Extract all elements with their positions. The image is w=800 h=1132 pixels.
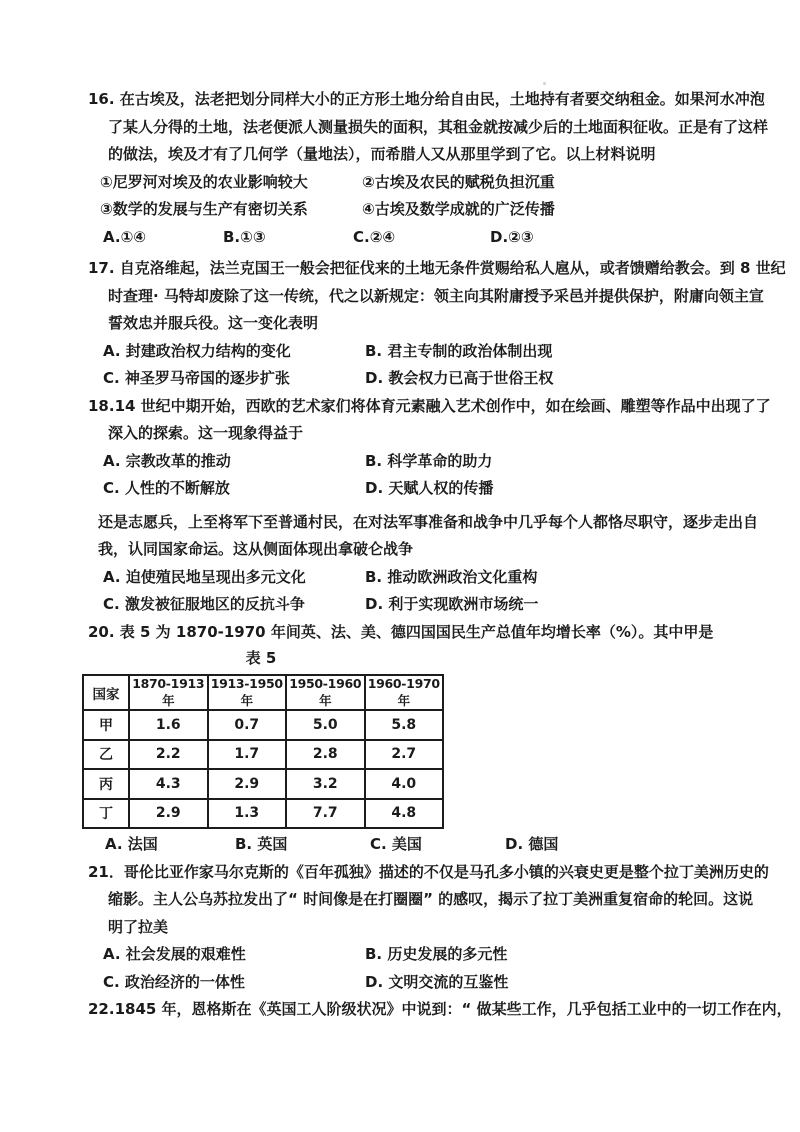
question-list bbox=[0, 86, 800, 1024]
statement-item: ③数学的发展与生产有密切关系 bbox=[100, 200, 308, 218]
question-stem-line: 誓效忠并服兵役。这一变化表明 bbox=[108, 314, 319, 332]
table-cell: 2.7 bbox=[365, 740, 444, 770]
statement-item: ④古埃及数学成就的广泛传播 bbox=[362, 200, 555, 218]
choice-option: A. 法国 bbox=[105, 835, 158, 853]
choice-row bbox=[103, 941, 800, 969]
choice-row bbox=[103, 591, 800, 619]
question-stem-line: 还是志愿兵，上至将军下至普通村民，在对法军事准备和战争中几乎每个人都恪尽职守，逐步走出自 bbox=[98, 512, 759, 531]
table-cell: 1.7 bbox=[208, 740, 287, 770]
statement-row bbox=[100, 169, 800, 197]
table-header-row bbox=[83, 675, 443, 710]
question-stem-line: 缩影。主人公乌苏拉发出了“ 时间像是在打圈圈” 的感叹，揭示了拉丁美洲重复宿命的轮回。这说 bbox=[108, 890, 754, 908]
question-21 bbox=[0, 859, 800, 997]
question-19 bbox=[0, 509, 800, 619]
choice-row bbox=[103, 365, 800, 393]
table-cell: 乙 bbox=[83, 740, 129, 770]
choice-option: D. 利于实现欧洲市场统一 bbox=[365, 595, 539, 613]
choice-row bbox=[103, 448, 800, 476]
data-table bbox=[82, 674, 444, 829]
choice-option: D. 文明交流的互鉴性 bbox=[365, 972, 509, 991]
table-cell: 3.2 bbox=[286, 769, 365, 799]
table-cell: 5.0 bbox=[286, 710, 365, 740]
choice-option: A. 宗教改革的推动 bbox=[103, 451, 231, 470]
scan-artifact-dot bbox=[543, 82, 546, 85]
table-cell: 4.0 bbox=[365, 769, 444, 799]
table-header-cell: 国家 bbox=[83, 675, 129, 710]
question-20 bbox=[0, 619, 800, 859]
table-cell: 2.8 bbox=[286, 740, 365, 770]
question-stem-line: 18.14 世纪中期开始，西欧的艺术家们将体育元素融入艺术创作中，如在绘画、雕塑等作品中出现了了 bbox=[88, 396, 771, 415]
choice-row bbox=[103, 969, 800, 997]
choice-option: C. 政治经济的一体性 bbox=[103, 972, 245, 991]
choice-option: D. 天赋人权的传播 bbox=[365, 479, 494, 497]
choice-row bbox=[103, 564, 800, 592]
question-stem-line: 16. 在古埃及，法老把划分同样大小的正方形土地分给自由民，土地持有者要交纳租金。如果河水冲泡 bbox=[88, 90, 765, 108]
choice-option: D. 教会权力已高于世俗王权 bbox=[365, 369, 554, 387]
choice-option: B. 科学革命的助力 bbox=[365, 451, 493, 470]
choice-option: B. 英国 bbox=[235, 835, 288, 853]
choice-option: C. 人性的不断解放 bbox=[103, 479, 230, 497]
table-header-cell: 1870-1913 年 bbox=[129, 675, 208, 710]
table-cell: 4.8 bbox=[365, 799, 444, 829]
table-cell: 5.8 bbox=[365, 710, 444, 740]
choice-option: D.②③ bbox=[490, 227, 534, 246]
table-row bbox=[83, 769, 443, 799]
question-stem-line: 明了拉美 bbox=[108, 917, 169, 936]
choice-option: C. 美国 bbox=[370, 835, 422, 853]
choice-option: C. 激发被征服地区的反抗斗争 bbox=[103, 595, 305, 613]
choice-option: B.①③ bbox=[223, 227, 266, 246]
statement-item: ②古埃及农民的赋税负担沉重 bbox=[362, 172, 555, 191]
choice-option: C. 神圣罗马帝国的逐步扩张 bbox=[103, 369, 290, 387]
table-header-cell: 1960-1970 年 bbox=[365, 675, 444, 710]
table-cell: 丁 bbox=[83, 799, 129, 829]
question-17 bbox=[0, 255, 800, 393]
question-stem-line: 我，认同国家命运。这从侧面体现出拿破仑战争 bbox=[98, 540, 414, 558]
question-stem-line: 深入的探索。这一现象得益于 bbox=[108, 424, 304, 442]
table-cell: 0.7 bbox=[208, 710, 287, 740]
table-cell: 2.9 bbox=[129, 799, 208, 829]
choice-option: B. 君主专制的政治体制出现 bbox=[365, 341, 553, 360]
choice-row bbox=[105, 831, 800, 859]
question-stem-line: 21．哥伦比亚作家马尔克斯的《百年孤独》描述的不仅是马孔多小镇的兴衰史更是整个拉丁美洲历史的 bbox=[88, 862, 769, 881]
question-stem-line: 了某人分得的土地，法老便派人测量损失的面积，其租金就按减少后的土地面积征收。正是有了这样 bbox=[108, 117, 769, 136]
choice-option: A. 封建政治权力结构的变化 bbox=[103, 341, 291, 360]
table-cell: 7.7 bbox=[286, 799, 365, 829]
table-caption: 表 5 bbox=[245, 649, 277, 667]
table-header-cell: 1950-1960 年 bbox=[286, 675, 365, 710]
table-cell: 2.9 bbox=[208, 769, 287, 799]
table-cell: 4.3 bbox=[129, 769, 208, 799]
question-stem-line: 22.1845 年，恩格斯在《英国工人阶级状况》中说到：“ 做某些工作，几乎包括工业中的一切工作在内， bbox=[88, 1000, 792, 1018]
table-header-cell: 1913-1950 年 bbox=[208, 675, 287, 710]
question-stem-line: 的做法，埃及才有了几何学（量地法），而希腊人又从那里学到了它。以上材料说明 bbox=[108, 145, 656, 163]
table-cell: 1.6 bbox=[129, 710, 208, 740]
table-row bbox=[83, 740, 443, 770]
question-18 bbox=[0, 393, 800, 503]
table-cell: 2.2 bbox=[129, 740, 208, 770]
choice-row bbox=[103, 224, 800, 252]
table-cell: 甲 bbox=[83, 710, 129, 740]
choice-option: B. 推动欧洲政治文化重构 bbox=[365, 567, 538, 586]
table-row bbox=[83, 710, 443, 740]
question-stem-line: 20. 表 5 为 1870-1970 年间英、法、美、德四国国民生产总值年均增长率（%）。其中甲是 bbox=[88, 622, 714, 641]
statement-row bbox=[100, 196, 800, 224]
table-cell: 1.3 bbox=[208, 799, 287, 829]
choice-option: A. 社会发展的艰难性 bbox=[103, 945, 246, 963]
choice-option: C.②④ bbox=[353, 227, 396, 246]
question-stem-line: 时查理· 马特却废除了这一传统，代之以新规定：领主向其附庸授予采邑并提供保护，附庸向领主宣 bbox=[108, 286, 764, 305]
question-22 bbox=[0, 996, 800, 1024]
table-cell: 丙 bbox=[83, 769, 129, 799]
table-row bbox=[83, 799, 443, 829]
choice-option: D. 德国 bbox=[505, 835, 559, 853]
choice-row bbox=[103, 338, 800, 366]
choice-option: A.①④ bbox=[103, 227, 146, 246]
choice-option: A. 迫使殖民地呈现出多元文化 bbox=[103, 567, 306, 586]
choice-option: B. 历史发展的多元性 bbox=[365, 945, 508, 963]
question-stem-line: 17. 自克洛维起，法兰克国王一般会把征伐来的土地无条件赏赐给私人扈从，或者馈赠给教会。到 8 世纪 bbox=[88, 259, 786, 277]
question-16 bbox=[0, 86, 800, 251]
statement-item: ①尼罗河对埃及的农业影响较大 bbox=[100, 172, 308, 191]
choice-row bbox=[103, 475, 800, 503]
